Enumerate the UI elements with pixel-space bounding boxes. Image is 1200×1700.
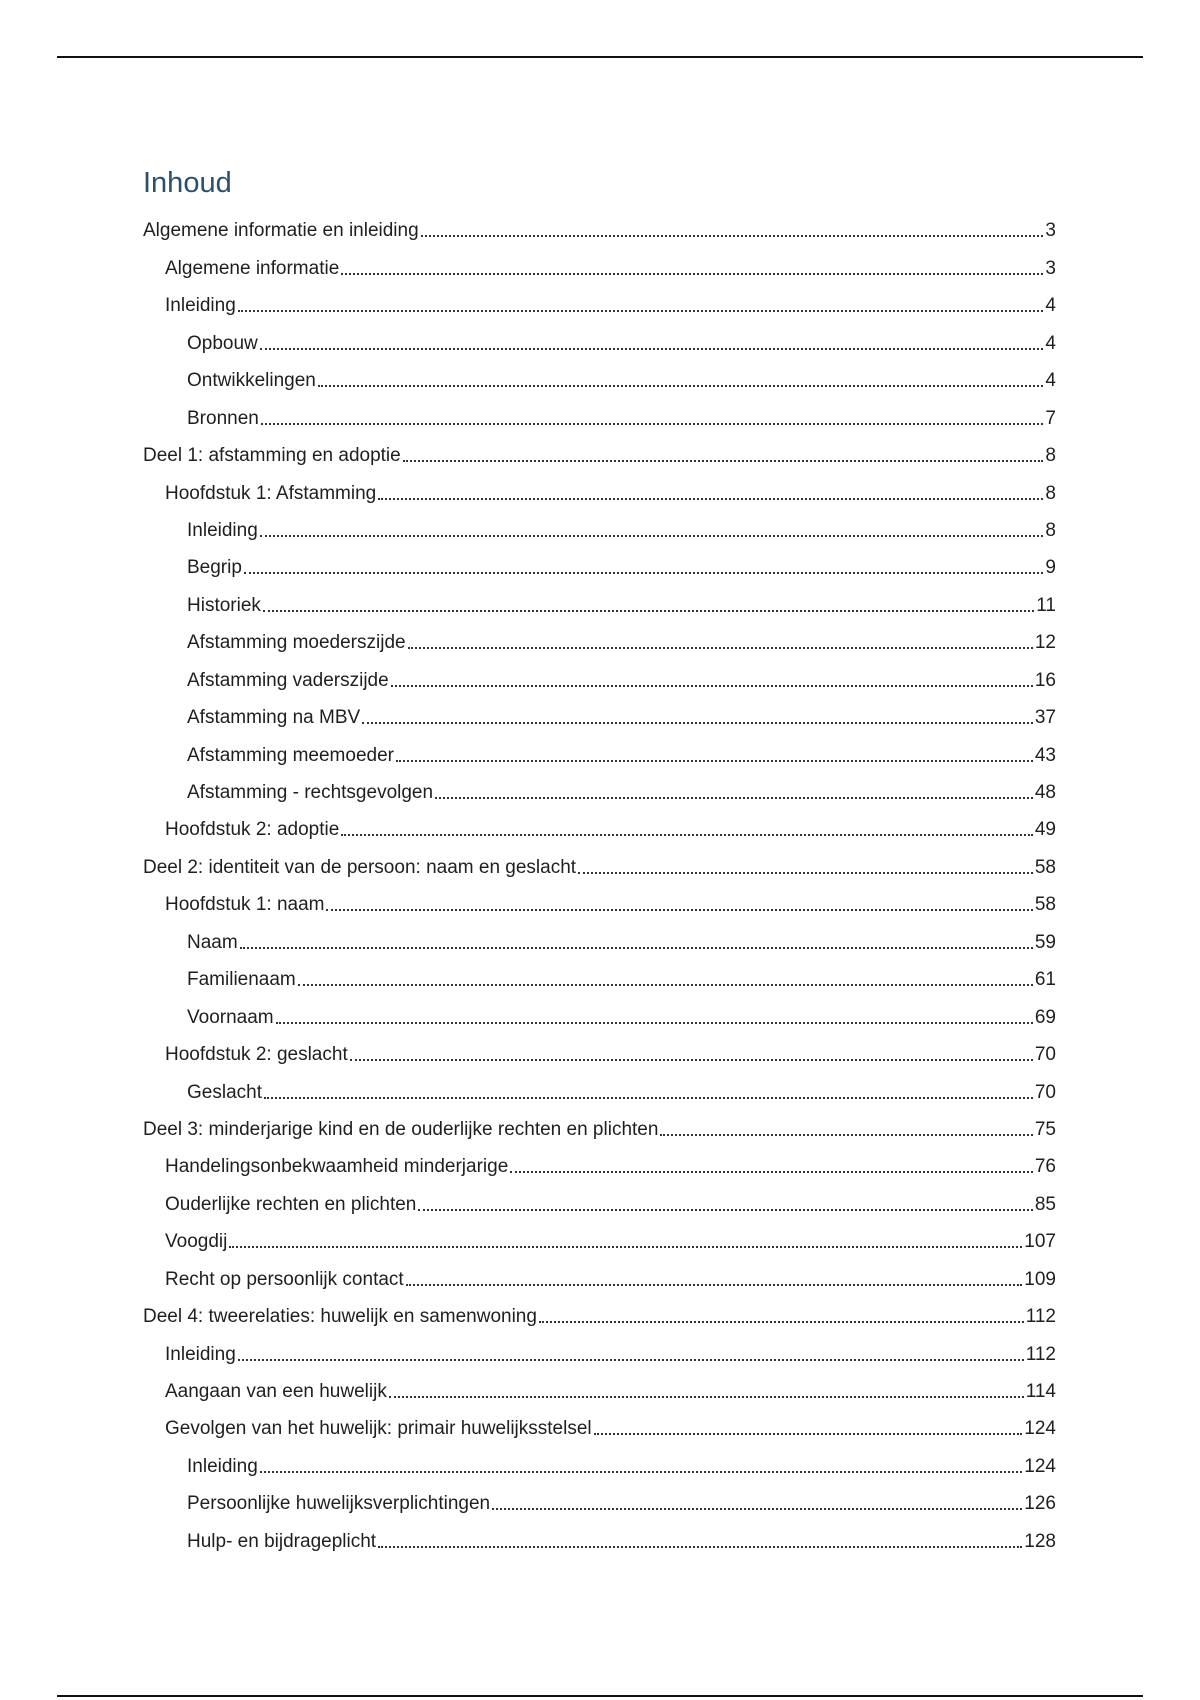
toc-entry[interactable] [143,205,1056,242]
toc-dot-leader [264,1097,1033,1099]
toc-entry[interactable] [143,317,1056,354]
toc-entry-page-number: 114 [1025,1381,1056,1402]
toc-dot-leader [260,348,1044,350]
toc-entry-page-number: 8 [1045,445,1056,467]
toc-entry-label: Historiek [187,594,261,616]
toc-entry-page-number: 69 [1034,1006,1056,1028]
toc-dot-leader [378,498,1043,500]
toc-entry[interactable] [143,617,1056,654]
toc-entry-page-number: 4 [1045,370,1056,392]
toc-dot-leader [318,385,1044,387]
toc-entry[interactable] [143,729,1056,766]
toc-entry-page-number: 8 [1045,482,1056,504]
toc-entry[interactable] [143,879,1056,916]
toc-entry-label: Voornaam [187,1006,274,1028]
toc-entry-label: Inleiding [165,1343,236,1365]
toc-entry-label: Afstamming vaderszijde [187,669,389,691]
toc-entry-label: Geslacht [187,1081,262,1103]
toc-dot-leader [341,834,1033,836]
toc-entry-page-number: 49 [1034,819,1056,841]
toc-dot-leader [406,1284,1023,1286]
toc-entry-page-number: 75 [1034,1118,1056,1140]
toc-dot-leader [240,947,1033,949]
toc-entry-label: Hoofdstuk 1: Afstamming [165,482,377,504]
toc-entry-label: Deel 2: identiteit van de persoon: naam en geslacht [143,856,577,878]
toc-dot-leader [594,1433,1023,1435]
toc-dot-leader [362,722,1033,724]
toc-entry-label: Opbouw [187,332,258,354]
toc-dot-leader [238,1359,1024,1361]
toc-entry[interactable] [143,542,1056,579]
toc-entry-label: Hoofdstuk 1: naam [165,894,325,916]
toc-entry-label: Aangaan van een huwelijk [165,1381,387,1402]
toc-dot-leader [418,1209,1032,1211]
toc-entry[interactable] [143,1253,1056,1290]
toc-entry-page-number: 7 [1045,407,1056,429]
toc-entry[interactable] [143,804,1056,841]
toc-entry-label: Afstamming na MBV [187,707,361,729]
toc-entry-label: Inleiding [187,519,258,541]
toc-entry-label: Afstamming moederszijde [187,632,406,654]
toc-entry-label: Deel 1: afstamming en adoptie [143,445,401,467]
toc-entry-page-number: 48 [1034,782,1056,803]
toc-dot-leader [389,1396,1024,1398]
toc-entry-page-number: 12 [1034,632,1056,654]
toc-entry[interactable] [143,579,1056,616]
toc-entry-label: Deel 4: tweerelaties: huwelijk en samenwoning [143,1306,537,1328]
toc-entry[interactable] [143,1403,1056,1440]
toc-dot-leader [244,572,1044,574]
toc-entry-page-number: 112 [1025,1343,1056,1365]
toc-dot-leader [326,909,1032,911]
toc-entry-page-number: 9 [1045,557,1056,579]
toc-entry[interactable] [143,505,1056,542]
table-of-contents [143,166,1056,1553]
toc-entry[interactable] [143,1216,1056,1253]
toc-title: Inhoud [143,167,232,199]
toc-entry[interactable] [143,1478,1056,1515]
toc-dot-leader [391,685,1033,687]
toc-entry-page-number: 58 [1034,856,1056,878]
toc-entry-page-number: 4 [1045,295,1056,317]
toc-entry[interactable] [143,916,1056,953]
toc-entry-label: Algemene informatie [165,257,340,279]
toc-dot-leader [408,647,1033,649]
toc-entry-label: Inleiding [165,295,236,317]
header-rule [57,56,1143,58]
toc-entry-label: Naam [187,931,238,953]
toc-entry-page-number: 124 [1024,1418,1056,1440]
toc-entry[interactable] [143,1366,1056,1403]
toc-entry-label: Hulp- en bijdrageplicht [187,1530,377,1552]
toc-entry[interactable] [143,1440,1056,1477]
toc-entry-label: Voogdij [165,1231,228,1253]
toc-entry[interactable] [143,1066,1056,1103]
toc-entry-page-number: 59 [1034,931,1056,953]
toc-dot-leader [435,797,1033,799]
toc-list [143,205,1056,1553]
toc-dot-leader [378,1546,1022,1548]
toc-entry[interactable] [143,954,1056,991]
toc-dot-leader [350,1059,1033,1061]
toc-entry[interactable] [143,1515,1056,1552]
toc-entry[interactable] [143,1291,1056,1328]
toc-entry-page-number: 107 [1024,1231,1056,1253]
toc-entry[interactable] [143,767,1056,804]
toc-entry-label: Persoonlijke huwelijksverplichtingen [187,1493,491,1515]
toc-entry-page-number: 43 [1034,744,1056,766]
toc-entry-page-number: 58 [1034,894,1056,916]
toc-dot-leader [229,1246,1022,1248]
toc-entry-page-number: 4 [1045,332,1056,354]
toc-entry-page-number: 16 [1034,669,1056,691]
toc-entry-label: Gevolgen van het huwelijk: primair huwelijksstelsel [165,1418,592,1440]
toc-dot-leader [421,235,1044,237]
toc-dot-leader [261,423,1044,425]
toc-dot-leader [238,310,1044,312]
toc-entry-page-number: 124 [1024,1455,1056,1477]
toc-entry[interactable] [143,430,1056,467]
toc-dot-leader [578,872,1033,874]
toc-dot-leader [660,1134,1032,1136]
toc-entry-page-number: 85 [1034,1193,1056,1215]
toc-entry[interactable] [143,1104,1056,1141]
toc-entry-label: Hoofdstuk 2: adoptie [165,819,340,841]
toc-dot-leader [260,535,1044,537]
toc-entry-label: Afstamming - rechtsgevolgen [187,782,434,803]
toc-entry-label: Deel 3: minderjarige kind en de ouderlijke rechten en plichten [143,1118,659,1140]
toc-dot-leader [539,1321,1024,1323]
toc-entry-label: Familienaam [187,969,296,991]
toc-entry-label: Hoofdstuk 2: geslacht [165,1044,348,1066]
toc-entry-label: Inleiding [187,1455,258,1477]
toc-entry-page-number: 70 [1034,1044,1056,1066]
toc-entry-page-number: 11 [1036,594,1056,616]
toc-dot-leader [403,460,1044,462]
toc-dot-leader [298,984,1033,986]
toc-entry[interactable] [143,991,1056,1028]
toc-entry[interactable] [143,280,1056,317]
toc-entry-page-number: 37 [1034,707,1056,729]
toc-entry[interactable] [143,654,1056,691]
toc-entry-page-number: 8 [1045,519,1056,541]
toc-dot-leader [276,1022,1033,1024]
toc-entry-page-number: 3 [1045,257,1056,279]
toc-entry[interactable] [143,1178,1056,1215]
toc-entry-page-number: 112 [1025,1306,1056,1328]
toc-entry-label: Recht op persoonlijk contact [165,1268,404,1290]
toc-dot-leader [260,1471,1023,1473]
toc-entry-page-number: 3 [1045,220,1056,242]
toc-entry[interactable] [143,692,1056,729]
toc-entry-page-number: 109 [1024,1268,1056,1290]
toc-entry-label: Ouderlijke rechten en plichten [165,1193,417,1215]
toc-entry-label: Algemene informatie en inleiding [143,220,419,242]
toc-entry-page-number: 61 [1034,969,1056,991]
toc-entry[interactable] [143,841,1056,878]
toc-entry[interactable] [143,355,1056,392]
toc-entry-label: Begrip [187,557,242,579]
toc-dot-leader [341,273,1043,275]
footer-rule [57,1695,1143,1697]
toc-entry[interactable] [143,392,1056,429]
toc-entry-label: Afstamming meemoeder [187,744,394,766]
toc-entry-label: Ontwikkelingen [187,370,316,392]
toc-entry[interactable] [143,1141,1056,1178]
toc-entry-page-number: 128 [1024,1530,1056,1552]
toc-dot-leader [263,610,1034,612]
toc-dot-leader [510,1171,1033,1173]
toc-entry-label: Handelingsonbekwaamheid minderjarige [165,1156,509,1178]
toc-entry[interactable] [143,242,1056,279]
toc-dot-leader [396,760,1033,762]
toc-entry[interactable] [143,467,1056,504]
toc-entry-label: Bronnen [187,407,259,429]
toc-entry-page-number: 76 [1034,1156,1056,1178]
toc-entry[interactable] [143,1328,1056,1365]
toc-entry-page-number: 70 [1034,1081,1056,1103]
toc-entry-page-number: 126 [1024,1493,1056,1515]
toc-dot-leader [492,1508,1022,1510]
toc-entry[interactable] [143,1029,1056,1066]
